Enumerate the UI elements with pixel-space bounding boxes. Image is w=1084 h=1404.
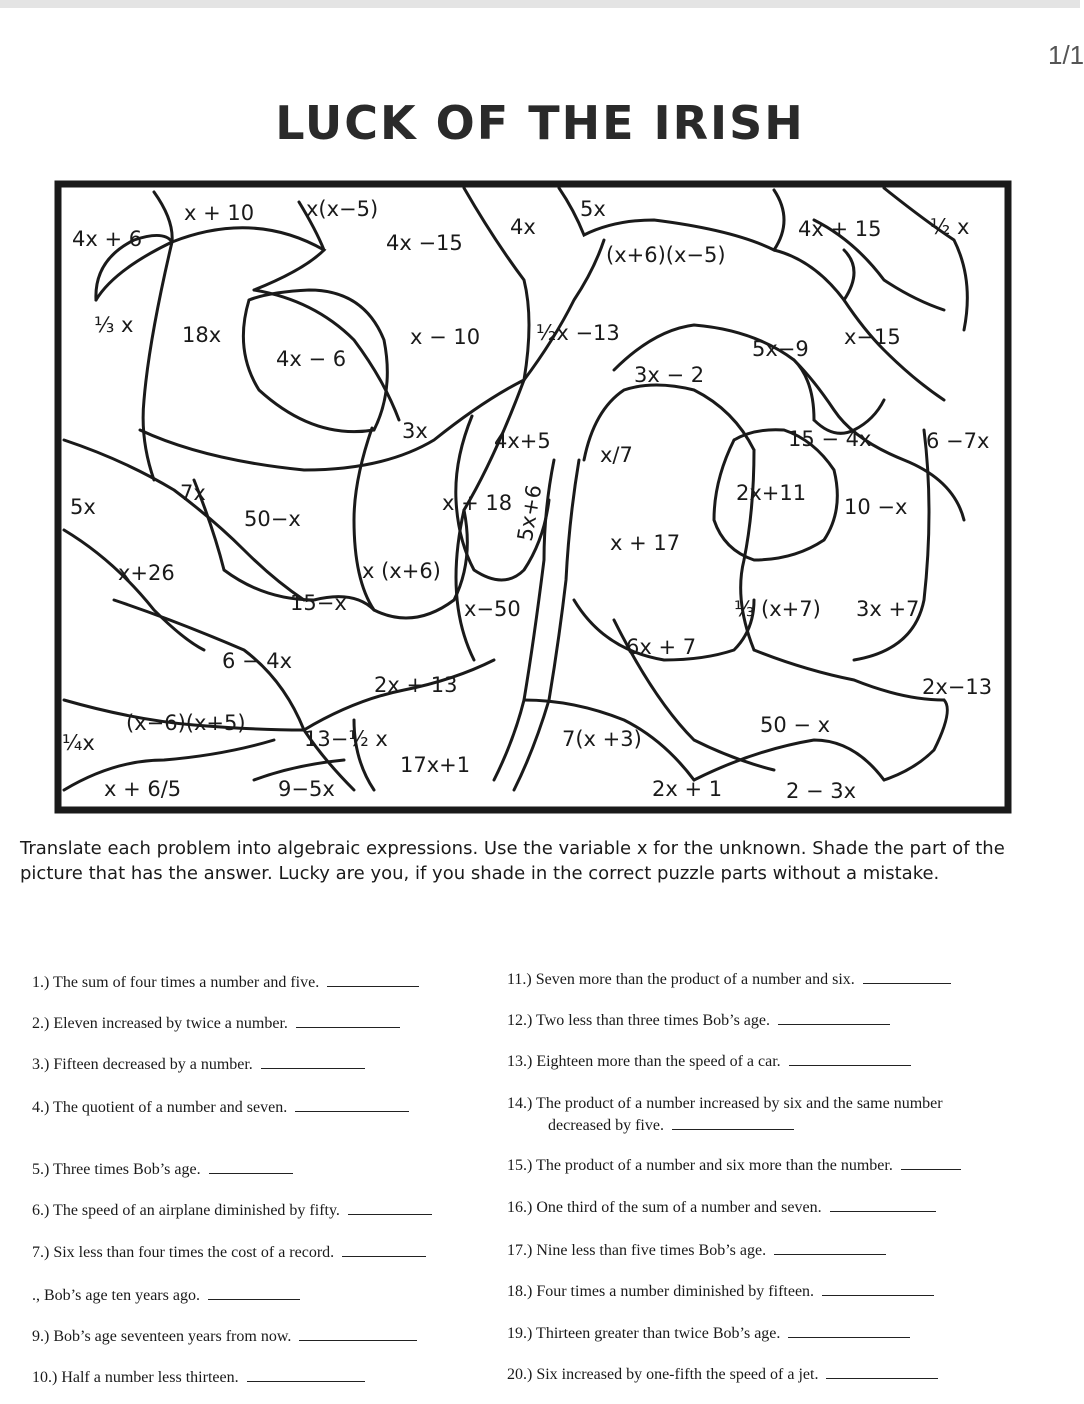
problem-number: 16.): [507, 1199, 533, 1216]
problem-number: 12.): [507, 1012, 533, 1029]
region-label: x + 10: [184, 201, 255, 225]
outline: [854, 430, 929, 660]
region-label: 2x+11: [736, 481, 807, 505]
answer-blank[interactable]: [863, 969, 951, 984]
outline: [774, 250, 854, 300]
problem-text: One third of the sum of a number and seven.: [536, 1199, 822, 1216]
answer-blank[interactable]: [327, 972, 419, 987]
problem-number: 17.): [507, 1242, 533, 1259]
region-label: x+26: [118, 561, 175, 585]
problem-11: [507, 969, 1027, 990]
outline: [754, 650, 944, 700]
outline: [694, 740, 884, 780]
answer-blank[interactable]: [342, 1242, 426, 1257]
region-label: 13−½ x: [304, 727, 388, 751]
region-label: x + 18: [442, 491, 513, 515]
outline: [140, 380, 524, 470]
outline: [194, 480, 374, 610]
problem-17: [507, 1240, 1027, 1261]
problem-1: [32, 972, 552, 993]
region-label: 3x − 2: [634, 363, 705, 387]
problem-4: [32, 1097, 552, 1118]
problem-text: Six increased by one-fifth the speed of a jet.: [536, 1366, 819, 1383]
problem-number: 3.): [32, 1056, 50, 1073]
problem-3: [32, 1054, 552, 1075]
region-label: 3x +7: [856, 597, 920, 621]
region-label: ⅓ (x+7): [734, 597, 821, 621]
region-label: 10 −x: [844, 495, 908, 519]
region-label: (x−6)(x+5): [126, 711, 246, 735]
region-label: 15 − 4x: [788, 427, 872, 451]
region-label: 4x − 6: [276, 347, 347, 371]
region-label: 15−x: [290, 591, 347, 615]
region-label: 2x−13: [922, 675, 993, 699]
region-label: 7x: [180, 481, 206, 505]
region-label: 4x + 15: [798, 217, 882, 241]
problem-number: 19.): [507, 1325, 533, 1342]
region-label: 6 −7x: [926, 429, 990, 453]
problem-number: 1.): [32, 974, 50, 991]
problem-number: 6.): [32, 1202, 50, 1219]
region-label: ½x −13: [536, 321, 620, 345]
problem-text: The speed of an airplane diminished by fifty.: [53, 1202, 340, 1219]
region-label: 18x: [182, 323, 222, 347]
answer-blank[interactable]: [789, 1051, 911, 1066]
answer-blank[interactable]: [830, 1197, 936, 1212]
problem-5: [32, 1159, 552, 1180]
region-label: 9−5x: [278, 777, 335, 801]
region-label: 7(x +3): [562, 727, 642, 751]
answer-blank[interactable]: [774, 1240, 886, 1255]
problem-12: [507, 1010, 1027, 1031]
region-label: 6 − 4x: [222, 649, 293, 673]
region-label: 2x + 1: [652, 777, 723, 801]
region-label: 4x + 6: [72, 227, 143, 251]
outline: [172, 228, 324, 290]
problem-text: The product of a number and six more than the number.: [536, 1157, 893, 1174]
problem-text: Eighteen more than the speed of a car.: [536, 1053, 781, 1070]
answer-blank[interactable]: [348, 1200, 432, 1215]
region-label: x−15: [844, 325, 901, 349]
region-label: 17x+1: [400, 753, 471, 777]
problem-number: 14.): [507, 1095, 533, 1112]
region-label: x(x−5): [306, 197, 379, 221]
answer-blank[interactable]: [672, 1115, 794, 1130]
problem-13: [507, 1051, 1027, 1072]
problem-16: [507, 1197, 1027, 1218]
problem-text: Two less than three times Bob’s age.: [536, 1012, 770, 1029]
region-label: 3x: [402, 419, 428, 443]
region-label: 5x−9: [752, 337, 809, 361]
problem-text: Nine less than five times Bob’s age.: [536, 1242, 767, 1259]
region-label: ½ x: [930, 215, 970, 239]
problem-15: [507, 1155, 1027, 1176]
region-label: x − 10: [410, 325, 481, 349]
problem-text: Thirteen greater than twice Bob’s age.: [536, 1325, 781, 1342]
problem-number: 13.): [507, 1053, 533, 1070]
outline: [96, 235, 172, 480]
answer-blank[interactable]: [209, 1159, 293, 1174]
region-label: x + 17: [610, 531, 681, 555]
answer-blank[interactable]: [261, 1054, 365, 1069]
answer-blank[interactable]: [822, 1281, 934, 1296]
problem-number: 7.): [32, 1244, 50, 1261]
region-label: 6x + 7: [626, 635, 697, 659]
problem-number: 15.): [507, 1157, 533, 1174]
answer-blank[interactable]: [247, 1367, 365, 1382]
problem-text: The sum of four times a number and five.: [53, 974, 320, 991]
page-number: 1/1: [1048, 40, 1084, 70]
outline: [64, 530, 204, 650]
region-label: x (x+6): [362, 559, 441, 583]
answer-blank[interactable]: [788, 1323, 910, 1338]
region-label: 5x: [70, 495, 96, 519]
problem-7: [32, 1242, 552, 1263]
problem-8: [32, 1285, 552, 1306]
outline: [884, 700, 947, 780]
top-bar: [0, 0, 1080, 8]
region-label: x + 6/5: [104, 777, 182, 801]
problem-18: [507, 1281, 1027, 1302]
problem-19: [507, 1323, 1027, 1344]
problem-2: [32, 1013, 552, 1034]
problem-text: Bob’s age seventeen years from now.: [53, 1328, 292, 1345]
problem-10: [32, 1367, 552, 1388]
problem-text: Six less than four times the cost of a record.: [53, 1244, 335, 1261]
problem-6: [32, 1200, 552, 1221]
problem-text: The quotient of a number and seven.: [53, 1099, 288, 1116]
problem-text: Three times Bob’s age.: [53, 1161, 201, 1178]
problem-number: 9.): [32, 1328, 50, 1345]
problem-number: 10.): [32, 1369, 58, 1386]
region-label: 4x+5: [494, 429, 551, 453]
region-label: ⅓ x: [94, 313, 134, 337]
problem-text: Fifteen decreased by a number.: [53, 1056, 253, 1073]
problem-text-continued: decreased by five.: [548, 1117, 664, 1134]
region-label: 5x+6: [512, 482, 547, 543]
outline: [884, 188, 970, 330]
problem-text: Seven more than the product of a number and six.: [535, 971, 855, 988]
answer-blank[interactable]: [901, 1155, 961, 1170]
outline: [844, 300, 944, 400]
problem-number: 11.): [507, 971, 532, 988]
region-label: 4x: [510, 215, 536, 239]
problem-text: Four times a number diminished by fifteen.: [536, 1283, 815, 1300]
problem-text: Bob’s age ten years ago.: [44, 1287, 200, 1304]
region-label: 5x: [580, 197, 606, 221]
answer-blank[interactable]: [295, 1097, 409, 1112]
outline: [524, 240, 604, 380]
region-label: x−50: [464, 597, 521, 621]
outline: [354, 428, 467, 618]
problem-number: 2.): [32, 1015, 50, 1032]
problem-14: [507, 1093, 1027, 1114]
answer-blank[interactable]: [778, 1010, 890, 1025]
worksheet-title: LUCK OF THE IRISH: [275, 96, 805, 150]
answer-blank[interactable]: [299, 1326, 417, 1341]
answer-blank[interactable]: [826, 1364, 938, 1379]
outline: [456, 188, 529, 660]
region-label: 50−x: [244, 507, 301, 531]
region-label: 50 − x: [760, 713, 831, 737]
problem-14-continued: [548, 1115, 1068, 1136]
problem-number: 18.): [507, 1283, 533, 1300]
problem-number: .,: [32, 1287, 40, 1304]
region-label: 4x −15: [386, 231, 463, 255]
problem-text: Half a number less thirteen.: [61, 1369, 239, 1386]
region-label: (x+6)(x−5): [606, 243, 726, 267]
answer-blank[interactable]: [296, 1013, 400, 1028]
instructions: Translate each problem into algebraic expressions. Use the variable x for the unknown. Shade the part of the picture that has the answer. Lucky are you, if you shade in the correct puzzle parts without a mistake.: [20, 838, 1005, 884]
problem-20: [507, 1364, 1027, 1385]
problem-number: 20.): [507, 1366, 533, 1383]
problem-number: 5.): [32, 1161, 50, 1178]
problem-9: [32, 1326, 552, 1347]
coloring-puzzle: [54, 180, 1012, 814]
problem-number: 4.): [32, 1099, 50, 1116]
problem-text: Eleven increased by twice a number.: [53, 1015, 288, 1032]
problem-text: The product of a number increased by six and the same number: [536, 1095, 943, 1112]
region-label: x/7: [600, 443, 633, 467]
region-label: 2 − 3x: [786, 779, 857, 803]
region-label: ¼x: [62, 731, 95, 755]
region-label: 2x + 13: [374, 673, 458, 697]
answer-blank[interactable]: [208, 1285, 300, 1300]
